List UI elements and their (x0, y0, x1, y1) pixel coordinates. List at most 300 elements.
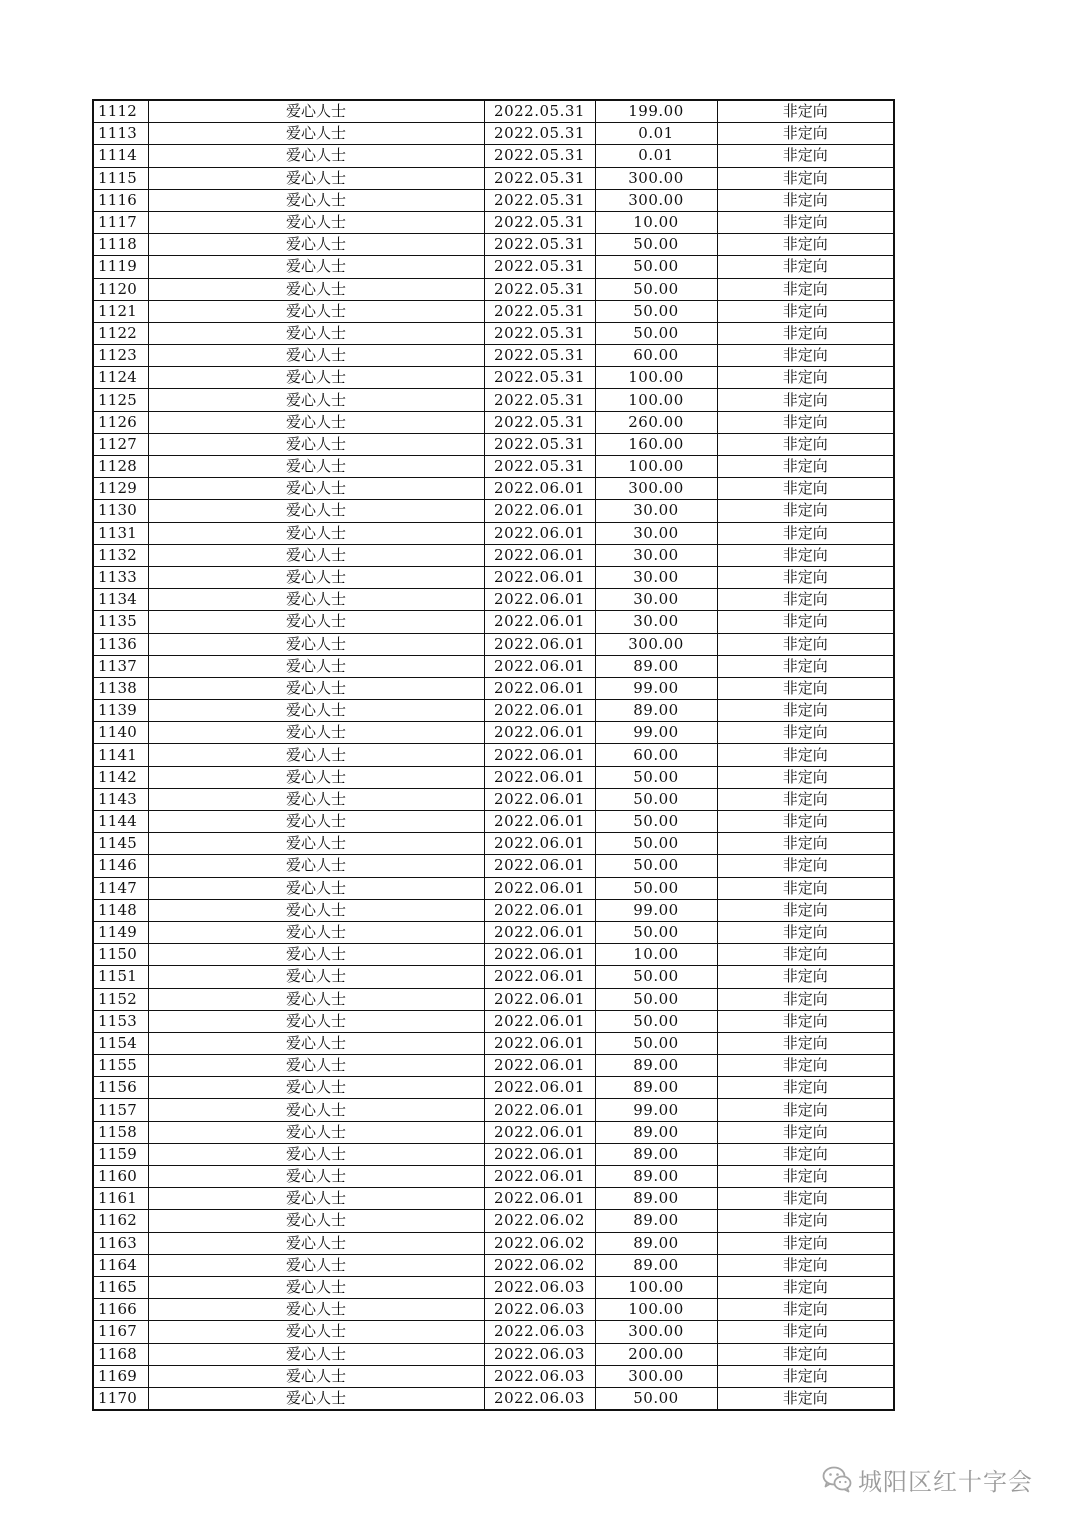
row-number-cell: 1153 (93, 1010, 148, 1032)
donation-type-cell: 非定向 (717, 256, 894, 278)
donation-amount-cell: 10.00 (595, 211, 717, 233)
table-row (93, 589, 894, 611)
row-number-cell: 1132 (93, 544, 148, 566)
row-number-cell: 1120 (93, 278, 148, 300)
table-row (93, 811, 894, 833)
donation-date-cell: 2022.05.31 (484, 211, 595, 233)
table-row (93, 189, 894, 211)
donation-date-cell: 2022.06.02 (484, 1232, 595, 1254)
donation-amount-cell: 199.00 (595, 100, 717, 123)
donation-date-cell: 2022.06.01 (484, 1188, 595, 1210)
donor-name-cell: 爱心人士 (148, 1099, 484, 1121)
donation-amount-cell: 100.00 (595, 1299, 717, 1321)
row-number-cell: 1141 (93, 744, 148, 766)
table-row (93, 1055, 894, 1077)
donation-type-cell: 非定向 (717, 833, 894, 855)
watermark-text: 城阳区红十字会 (858, 1467, 1033, 1496)
donation-date-cell: 2022.06.01 (484, 811, 595, 833)
table-row (93, 1188, 894, 1210)
row-number-cell: 1129 (93, 478, 148, 500)
donor-name-cell: 爱心人士 (148, 345, 484, 367)
donation-type-cell: 非定向 (717, 1099, 894, 1121)
donation-date-cell: 2022.06.01 (484, 855, 595, 877)
donor-name-cell: 爱心人士 (148, 611, 484, 633)
donation-date-cell: 2022.06.01 (484, 1143, 595, 1165)
donation-type-cell: 非定向 (717, 966, 894, 988)
donation-type-cell: 非定向 (717, 899, 894, 921)
table-row (93, 234, 894, 256)
donation-date-cell: 2022.05.31 (484, 123, 595, 145)
donation-type-cell: 非定向 (717, 1299, 894, 1321)
donation-type-cell: 非定向 (717, 367, 894, 389)
donation-amount-cell: 100.00 (595, 367, 717, 389)
donation-date-cell: 2022.05.31 (484, 389, 595, 411)
donation-type-cell: 非定向 (717, 123, 894, 145)
donation-type-cell: 非定向 (717, 811, 894, 833)
donation-date-cell: 2022.06.01 (484, 633, 595, 655)
donation-amount-cell: 89.00 (595, 1055, 717, 1077)
donation-date-cell: 2022.06.01 (484, 1166, 595, 1188)
donation-amount-cell: 50.00 (595, 1032, 717, 1054)
donor-name-cell: 爱心人士 (148, 899, 484, 921)
donation-type-cell: 非定向 (717, 566, 894, 588)
donation-type-cell: 非定向 (717, 189, 894, 211)
donation-type-cell: 非定向 (717, 100, 894, 123)
table-row (93, 478, 894, 500)
donation-date-cell: 2022.06.01 (484, 677, 595, 699)
donation-amount-cell: 89.00 (595, 700, 717, 722)
donation-date-cell: 2022.06.01 (484, 1121, 595, 1143)
table-row (93, 433, 894, 455)
table-row (93, 522, 894, 544)
donation-type-cell: 非定向 (717, 1077, 894, 1099)
donation-amount-cell: 89.00 (595, 1143, 717, 1165)
donation-amount-cell: 89.00 (595, 655, 717, 677)
donation-amount-cell: 99.00 (595, 899, 717, 921)
table-row (93, 1032, 894, 1054)
table-row (93, 633, 894, 655)
donation-date-cell: 2022.05.31 (484, 411, 595, 433)
donation-type-cell: 非定向 (717, 589, 894, 611)
donor-name-cell: 爱心人士 (148, 145, 484, 167)
row-number-cell: 1169 (93, 1365, 148, 1387)
donor-name-cell: 爱心人士 (148, 1276, 484, 1298)
donation-date-cell: 2022.06.01 (484, 1032, 595, 1054)
donation-amount-cell: 89.00 (595, 1121, 717, 1143)
table-row (93, 1299, 894, 1321)
donation-type-cell: 非定向 (717, 877, 894, 899)
donation-amount-cell: 99.00 (595, 722, 717, 744)
donation-amount-cell: 99.00 (595, 677, 717, 699)
table-row (93, 700, 894, 722)
donation-type-cell: 非定向 (717, 921, 894, 943)
donor-name-cell: 爱心人士 (148, 766, 484, 788)
donation-table-body (93, 100, 894, 1410)
donor-name-cell: 爱心人士 (148, 677, 484, 699)
donation-date-cell: 2022.06.01 (484, 500, 595, 522)
donation-amount-cell: 50.00 (595, 833, 717, 855)
row-number-cell: 1167 (93, 1321, 148, 1343)
watermark (822, 1462, 1033, 1496)
donation-amount-cell: 300.00 (595, 167, 717, 189)
donor-name-cell: 爱心人士 (148, 100, 484, 123)
table-row (93, 256, 894, 278)
donation-date-cell: 2022.06.03 (484, 1299, 595, 1321)
donation-date-cell: 2022.06.03 (484, 1387, 595, 1410)
donor-name-cell: 爱心人士 (148, 1188, 484, 1210)
donation-type-cell: 非定向 (717, 478, 894, 500)
donation-amount-cell: 100.00 (595, 1276, 717, 1298)
row-number-cell: 1128 (93, 456, 148, 478)
table-row (93, 167, 894, 189)
donation-type-cell: 非定向 (717, 345, 894, 367)
table-row (93, 322, 894, 344)
table-row (93, 456, 894, 478)
donation-date-cell: 2022.05.31 (484, 278, 595, 300)
donor-name-cell: 爱心人士 (148, 988, 484, 1010)
donation-amount-cell: 50.00 (595, 234, 717, 256)
donation-amount-cell: 50.00 (595, 788, 717, 810)
donation-type-cell: 非定向 (717, 411, 894, 433)
donation-amount-cell: 100.00 (595, 456, 717, 478)
table-row (93, 1254, 894, 1276)
donation-date-cell: 2022.06.03 (484, 1365, 595, 1387)
donation-type-cell: 非定向 (717, 322, 894, 344)
donation-amount-cell: 0.01 (595, 145, 717, 167)
donor-name-cell: 爱心人士 (148, 833, 484, 855)
table-row (93, 1343, 894, 1365)
row-number-cell: 1165 (93, 1276, 148, 1298)
row-number-cell: 1118 (93, 234, 148, 256)
row-number-cell: 1137 (93, 655, 148, 677)
donor-name-cell: 爱心人士 (148, 633, 484, 655)
donation-amount-cell: 260.00 (595, 411, 717, 433)
table-row (93, 1387, 894, 1410)
donation-date-cell: 2022.06.01 (484, 833, 595, 855)
donor-name-cell: 爱心人士 (148, 167, 484, 189)
donation-date-cell: 2022.06.01 (484, 655, 595, 677)
donation-date-cell: 2022.06.01 (484, 544, 595, 566)
table-row (93, 345, 894, 367)
donation-amount-cell: 50.00 (595, 966, 717, 988)
row-number-cell: 1166 (93, 1299, 148, 1321)
donor-name-cell: 爱心人士 (148, 1143, 484, 1165)
table-row (93, 677, 894, 699)
donor-name-cell: 爱心人士 (148, 1166, 484, 1188)
row-number-cell: 1113 (93, 123, 148, 145)
donation-date-cell: 2022.06.01 (484, 966, 595, 988)
donation-type-cell: 非定向 (717, 633, 894, 655)
row-number-cell: 1131 (93, 522, 148, 544)
donation-type-cell: 非定向 (717, 1276, 894, 1298)
table-row (93, 411, 894, 433)
donation-type-cell: 非定向 (717, 1121, 894, 1143)
donation-date-cell: 2022.05.31 (484, 100, 595, 123)
donation-table (92, 99, 895, 1411)
donor-name-cell: 爱心人士 (148, 500, 484, 522)
donation-type-cell: 非定向 (717, 1343, 894, 1365)
donation-amount-cell: 30.00 (595, 611, 717, 633)
donation-date-cell: 2022.05.31 (484, 300, 595, 322)
donation-type-cell: 非定向 (717, 944, 894, 966)
table-row (93, 123, 894, 145)
donation-amount-cell: 30.00 (595, 589, 717, 611)
row-number-cell: 1130 (93, 500, 148, 522)
donation-type-cell: 非定向 (717, 988, 894, 1010)
donor-name-cell: 爱心人士 (148, 1254, 484, 1276)
row-number-cell: 1140 (93, 722, 148, 744)
donor-name-cell: 爱心人士 (148, 189, 484, 211)
donation-date-cell: 2022.05.31 (484, 256, 595, 278)
donation-type-cell: 非定向 (717, 167, 894, 189)
donation-type-cell: 非定向 (717, 278, 894, 300)
row-number-cell: 1154 (93, 1032, 148, 1054)
donation-amount-cell: 89.00 (595, 1210, 717, 1232)
table-row (93, 278, 894, 300)
donation-amount-cell: 50.00 (595, 921, 717, 943)
row-number-cell: 1126 (93, 411, 148, 433)
donation-type-cell: 非定向 (717, 1365, 894, 1387)
donation-date-cell: 2022.05.31 (484, 367, 595, 389)
table-row (93, 788, 894, 810)
table-row (93, 611, 894, 633)
donor-name-cell: 爱心人士 (148, 1365, 484, 1387)
donor-name-cell: 爱心人士 (148, 921, 484, 943)
donor-name-cell: 爱心人士 (148, 411, 484, 433)
table-row (93, 1121, 894, 1143)
donation-amount-cell: 50.00 (595, 811, 717, 833)
donation-type-cell: 非定向 (717, 1055, 894, 1077)
row-number-cell: 1138 (93, 677, 148, 699)
row-number-cell: 1124 (93, 367, 148, 389)
row-number-cell: 1149 (93, 921, 148, 943)
table-row (93, 766, 894, 788)
donation-type-cell: 非定向 (717, 500, 894, 522)
donation-date-cell: 2022.06.01 (484, 478, 595, 500)
donation-date-cell: 2022.06.01 (484, 700, 595, 722)
row-number-cell: 1163 (93, 1232, 148, 1254)
donation-date-cell: 2022.06.01 (484, 744, 595, 766)
donation-amount-cell: 300.00 (595, 478, 717, 500)
row-number-cell: 1119 (93, 256, 148, 278)
donor-name-cell: 爱心人士 (148, 700, 484, 722)
donor-name-cell: 爱心人士 (148, 855, 484, 877)
donation-amount-cell: 100.00 (595, 389, 717, 411)
donation-date-cell: 2022.06.01 (484, 1010, 595, 1032)
table-row (93, 1232, 894, 1254)
donation-amount-cell: 50.00 (595, 300, 717, 322)
table-row (93, 1166, 894, 1188)
row-number-cell: 1170 (93, 1387, 148, 1410)
donation-date-cell: 2022.06.01 (484, 899, 595, 921)
donation-date-cell: 2022.05.31 (484, 167, 595, 189)
donation-type-cell: 非定向 (782, 1388, 828, 1407)
table-row (93, 744, 894, 766)
row-number-cell: 1116 (93, 189, 148, 211)
row-number-cell: 1134 (93, 589, 148, 611)
donor-name-cell: 爱心人士 (148, 300, 484, 322)
donation-amount-cell: 160.00 (595, 433, 717, 455)
donation-date-cell: 2022.05.31 (484, 322, 595, 344)
table-row (93, 944, 894, 966)
donation-type-cell: 非定向 (717, 211, 894, 233)
donation-amount-cell: 30.00 (595, 500, 717, 522)
donation-type-cell: 非定向 (717, 1210, 894, 1232)
donor-name-cell: 爱心人士 (148, 566, 484, 588)
table-row (93, 544, 894, 566)
donation-type-cell: 非定向 (717, 1010, 894, 1032)
donation-type-cell: 非定向 (717, 300, 894, 322)
donation-amount-cell: 60.00 (595, 345, 717, 367)
donor-name-cell: 爱心人士 (148, 478, 484, 500)
table-row (93, 855, 894, 877)
table-row (93, 1099, 894, 1121)
row-number-cell: 1145 (93, 833, 148, 855)
donation-date-cell: 2022.06.01 (484, 566, 595, 588)
row-number-cell: 1157 (93, 1099, 148, 1121)
table-row (93, 1365, 894, 1387)
row-number-cell: 1144 (93, 811, 148, 833)
donor-name-cell: 爱心人士 (148, 322, 484, 344)
row-number-cell: 1143 (93, 788, 148, 810)
donation-amount-cell: 30.00 (595, 544, 717, 566)
row-number-cell: 1159 (93, 1143, 148, 1165)
donation-amount-cell: 300.00 (595, 633, 717, 655)
row-number-cell: 1114 (93, 145, 148, 167)
donation-date-cell: 2022.06.02 (484, 1254, 595, 1276)
donor-name-cell: 爱心人士 (148, 655, 484, 677)
table-row (93, 566, 894, 588)
table-row (93, 1010, 894, 1032)
donor-name-cell: 爱心人士 (148, 234, 484, 256)
donor-name-cell: 爱心人士 (148, 433, 484, 455)
donation-date-cell: 2022.06.03 (484, 1343, 595, 1365)
donor-name-cell: 爱心人士 (148, 1077, 484, 1099)
donation-date-cell: 2022.05.31 (484, 456, 595, 478)
donation-amount-cell: 89.00 (595, 1166, 717, 1188)
donation-type-cell: 非定向 (717, 766, 894, 788)
table-row (93, 211, 894, 233)
donation-type-cell: 非定向 (717, 234, 894, 256)
donation-amount-cell: 300.00 (595, 1321, 717, 1343)
row-number-cell: 1146 (93, 855, 148, 877)
donation-date-cell: 2022.06.02 (484, 1210, 595, 1232)
donor-name-cell: 爱心人士 (148, 1321, 484, 1343)
donation-date-cell: 2022.05.31 (484, 189, 595, 211)
donation-date-cell: 2022.05.31 (484, 145, 595, 167)
donor-name-cell: 爱心人士 (148, 944, 484, 966)
donor-name-cell: 爱心人士 (148, 211, 484, 233)
wechat-icon (822, 1465, 852, 1493)
row-number-cell: 1164 (93, 1254, 148, 1276)
donation-amount-cell: 50.00 (595, 877, 717, 899)
donation-date-cell: 2022.05.31 (484, 433, 595, 455)
donation-type-cell: 非定向 (717, 788, 894, 810)
row-number-cell: 1156 (93, 1077, 148, 1099)
donation-date-cell: 2022.06.01 (484, 921, 595, 943)
table-row (93, 877, 894, 899)
row-number-cell: 1158 (93, 1121, 148, 1143)
donation-amount-cell: 99.00 (595, 1099, 717, 1121)
donor-name-cell: 爱心人士 (148, 589, 484, 611)
donor-name-cell: 爱心人士 (148, 1121, 484, 1143)
table-row (93, 988, 894, 1010)
row-number-cell: 1155 (93, 1055, 148, 1077)
donation-type-cell: 非定向 (717, 544, 894, 566)
donor-name-cell: 爱心人士 (148, 278, 484, 300)
donation-amount-cell: 30.00 (595, 566, 717, 588)
table-row (93, 921, 894, 943)
table-row (93, 833, 894, 855)
donation-type-cell: 非定向 (717, 1032, 894, 1054)
donation-amount-cell: 50.00 (595, 766, 717, 788)
donor-name-cell: 爱心人士 (148, 788, 484, 810)
row-number-cell: 1112 (93, 100, 148, 123)
donation-amount-cell: 50.00 (595, 1010, 717, 1032)
donation-amount-cell: 50.00 (595, 278, 717, 300)
donation-type-cell: 非定向 (717, 145, 894, 167)
donor-name-cell: 爱心人士 (148, 1055, 484, 1077)
table-row (93, 722, 894, 744)
table-row (93, 300, 894, 322)
donor-name-cell: 爱心人士 (148, 1210, 484, 1232)
table-row (93, 367, 894, 389)
donor-name-cell: 爱心人士 (148, 1032, 484, 1054)
donation-type-cell: 非定向 (717, 1143, 894, 1165)
donation-amount-cell: 0.01 (595, 123, 717, 145)
donation-amount-cell: 89.00 (595, 1232, 717, 1254)
donation-type-cell: 非定向 (717, 611, 894, 633)
row-number-cell: 1160 (93, 1166, 148, 1188)
donor-name-cell: 爱心人士 (148, 1387, 484, 1410)
donor-name-cell: 爱心人士 (148, 123, 484, 145)
row-number-cell: 1148 (93, 899, 148, 921)
donation-amount-cell: 50.00 (595, 1387, 717, 1410)
donor-name-cell: 爱心人士 (148, 256, 484, 278)
donation-date-cell: 2022.06.01 (484, 1099, 595, 1121)
donation-amount-cell: 30.00 (595, 522, 717, 544)
donation-type-cell: 非定向 (717, 1188, 894, 1210)
donation-amount-cell: 50.00 (595, 855, 717, 877)
row-number-cell: 1121 (93, 300, 148, 322)
donation-amount-cell: 50.00 (595, 322, 717, 344)
row-number-cell: 1168 (93, 1343, 148, 1365)
donation-type-cell: 非定向 (717, 855, 894, 877)
table-row (93, 1143, 894, 1165)
donation-type-cell: 非定向 (717, 389, 894, 411)
donation-date-cell: 2022.06.01 (484, 1055, 595, 1077)
donation-amount-cell: 89.00 (595, 1254, 717, 1276)
donation-type-cell: 非定向 (717, 677, 894, 699)
row-number-cell: 1117 (93, 211, 148, 233)
donation-date-cell: 2022.06.01 (484, 766, 595, 788)
row-number-cell: 1162 (93, 1210, 148, 1232)
donor-name-cell: 爱心人士 (148, 1299, 484, 1321)
donor-name-cell: 爱心人士 (148, 966, 484, 988)
donation-date-cell: 2022.06.01 (484, 589, 595, 611)
donation-amount-cell: 300.00 (595, 189, 717, 211)
donation-amount-cell: 10.00 (595, 944, 717, 966)
donation-date-cell: 2022.06.01 (484, 988, 595, 1010)
donation-type-cell: 非定向 (717, 433, 894, 455)
donation-date-cell: 2022.06.03 (484, 1321, 595, 1343)
table-row (93, 389, 894, 411)
donation-date-cell: 2022.06.01 (484, 522, 595, 544)
donor-name-cell: 爱心人士 (148, 744, 484, 766)
donor-name-cell: 爱心人士 (148, 877, 484, 899)
row-number-cell: 1152 (93, 988, 148, 1010)
donor-name-cell: 爱心人士 (148, 1343, 484, 1365)
